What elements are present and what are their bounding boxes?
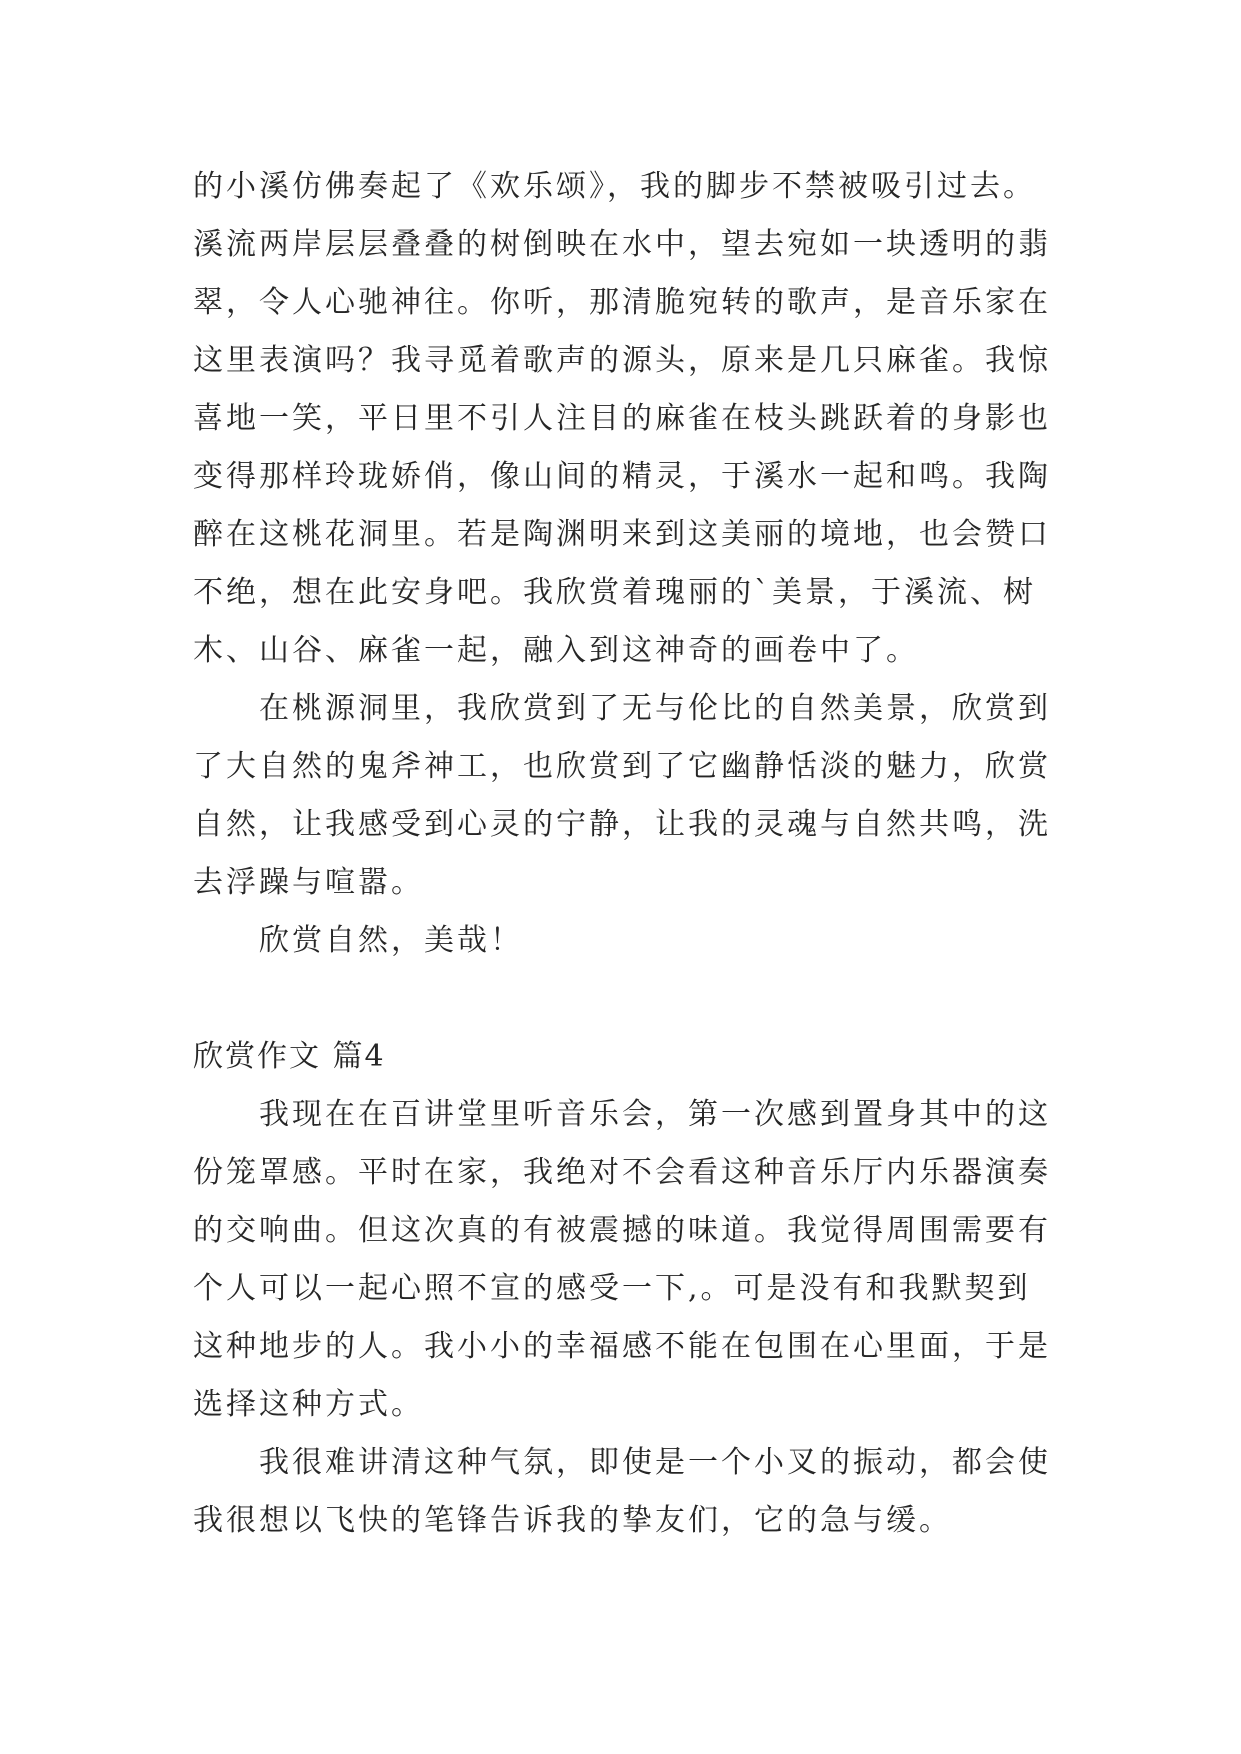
text-line: 木、山谷、麻雀一起，融入到这神奇的画卷中了。 xyxy=(193,633,919,668)
text-line: 欣赏自然，美哉！ xyxy=(259,923,523,958)
text-line: 选择这种方式。 xyxy=(193,1387,424,1422)
text-line: 变得那样玲珑娇俏，像山间的精灵，于溪水一起和鸣。我陶 xyxy=(193,459,1051,494)
text-line: 我现在在百讲堂里听音乐会，第一次感到置身其中的这 xyxy=(259,1097,1051,1132)
text-line: 这种地步的人。我小小的幸福感不能在包围在心里面，于是 xyxy=(193,1329,1051,1364)
text-line: 的小溪仿佛奏起了《欢乐颂》，我的脚步不禁被吸引过去。 xyxy=(193,169,1036,204)
text-line: 这里表演吗？我寻觅着歌声的源头，原来是几只麻雀。我惊 xyxy=(193,343,1051,378)
document-body xyxy=(193,158,1053,1550)
text-line: 我很难讲清这种气氛，即使是一个小叉的振动，都会使 xyxy=(259,1445,1051,1480)
paragraph-3 xyxy=(193,912,1053,970)
text-line: 翠，令人心驰神往。你听，那清脆宛转的歌声，是音乐家在 xyxy=(193,285,1051,320)
text-line: 喜地一笑，平日里不引人注目的麻雀在枝头跳跃着的身影也 xyxy=(193,401,1051,436)
text-line: 去浮躁与喧嚣。 xyxy=(193,865,424,900)
text-line: 的交响曲。但这次真的有被震撼的味道。我觉得周围需要有 xyxy=(193,1213,1051,1248)
paragraph-5 xyxy=(193,1434,1053,1550)
text-line: 自然，让我感受到心灵的宁静，让我的灵魂与自然共鸣，洗 xyxy=(193,807,1051,842)
text-line: 溪流两岸层层叠叠的树倒映在水中，望去宛如一块透明的翡 xyxy=(193,227,1051,262)
text-line: 在桃源洞里，我欣赏到了无与伦比的自然美景，欣赏到 xyxy=(259,691,1051,726)
text-line: 醉在这桃花洞里。若是陶渊明来到这美丽的境地，也会赞口 xyxy=(193,517,1051,552)
text-line: 份笼罩感。平时在家，我绝对不会看这种音乐厅内乐器演奏 xyxy=(193,1155,1051,1190)
paragraph-2 xyxy=(193,680,1053,912)
text-line: 不绝，想在此安身吧。我欣赏着瑰丽的`美景，于溪流、树 xyxy=(193,575,1036,610)
text-line: 了大自然的鬼斧神工，也欣赏到了它幽静恬淡的魅力，欣赏 xyxy=(193,749,1051,784)
paragraph-4 xyxy=(193,1086,1053,1434)
paragraph-continuation xyxy=(193,158,1053,680)
text-line: 我很想以飞快的笔锋告诉我的挚友们，它的急与缓。 xyxy=(193,1503,952,1538)
section-heading: 欣赏作文 篇4 xyxy=(193,1039,386,1074)
text-line: 个人可以一起心照不宣的感受一下,。可是没有和我默契到 xyxy=(193,1271,1031,1306)
